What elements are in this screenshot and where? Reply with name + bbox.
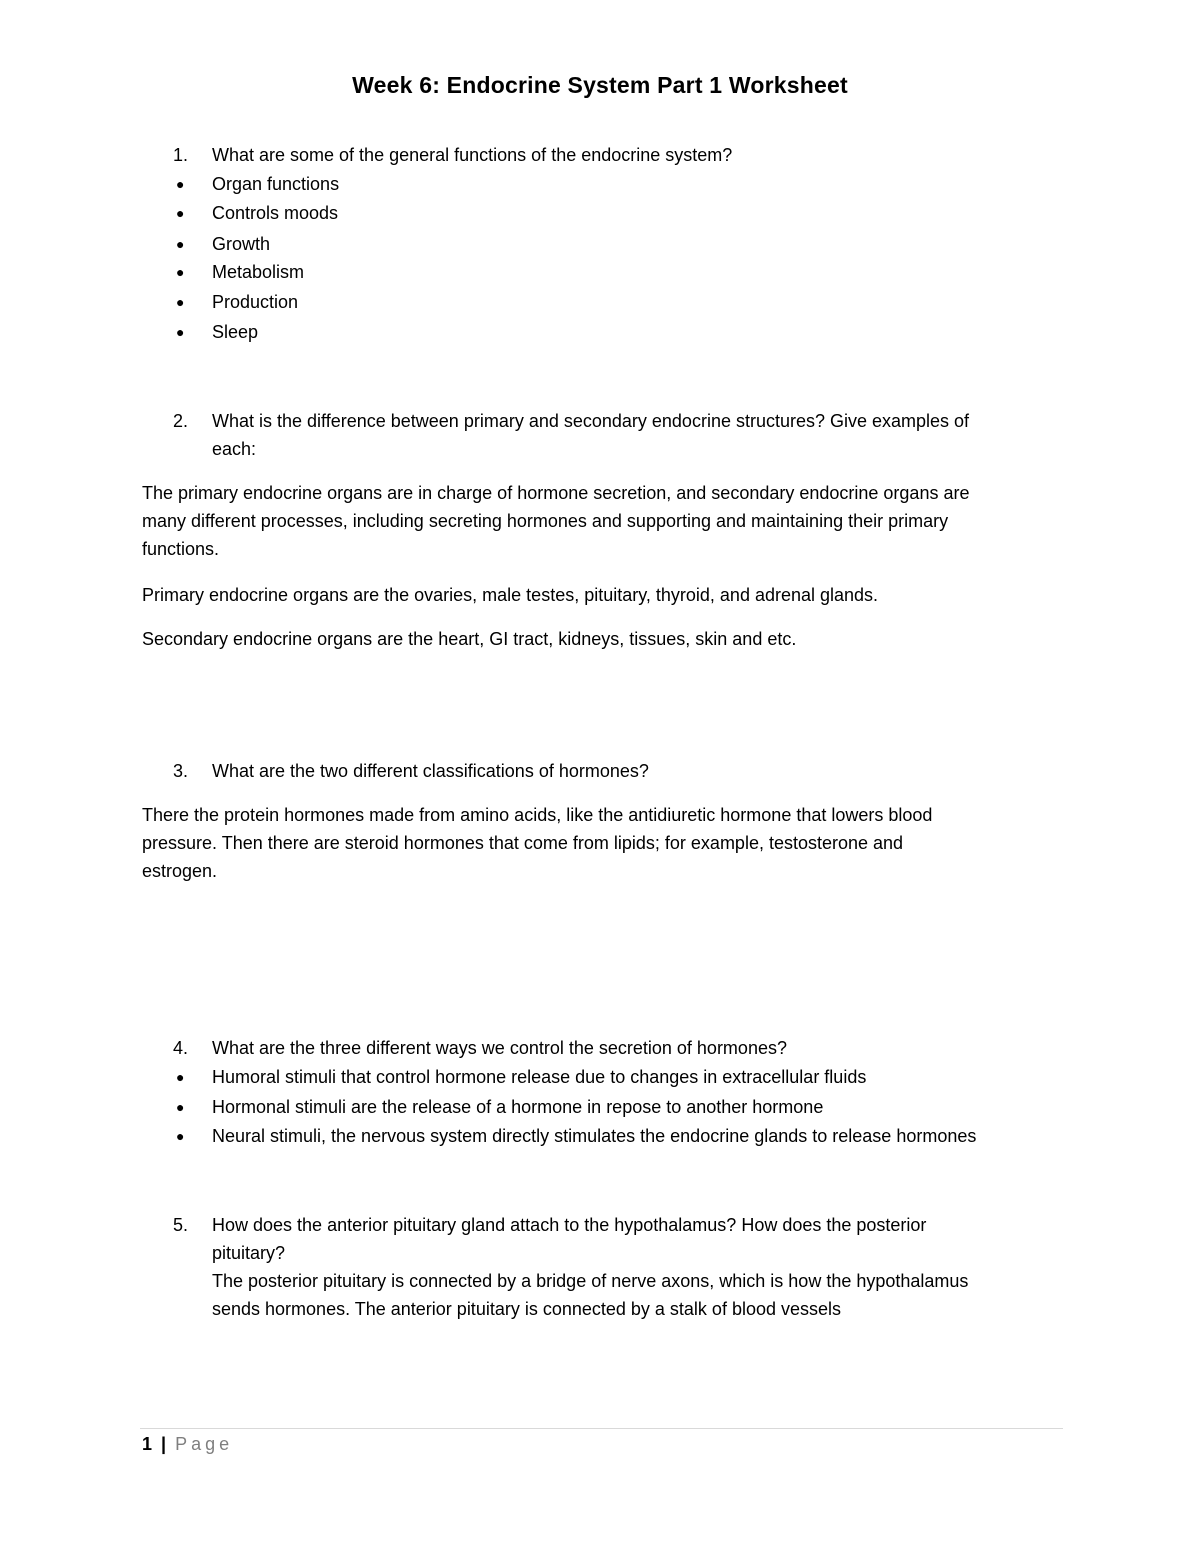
list-item: ● Neural stimuli, the nervous system directly stimulates the endocrine glands to release hormones: [173, 1122, 1093, 1150]
answer-2-p1-line-1: The primary endocrine organs are in charge of hormone secretion, and secondary endocrine organs are: [142, 483, 970, 503]
list-item: ● Humoral stimuli that control hormone release due to changes in extracellular fluids: [173, 1063, 1093, 1091]
question-1-text: What are some of the general functions of the endocrine system?: [212, 145, 733, 165]
question-5-text-line-1: How does the anterior pituitary gland attach to the hypothalamus? How does the posterior: [212, 1215, 927, 1235]
bullet-icon: ●: [176, 236, 185, 252]
page-footer: [142, 1432, 233, 1456]
list-item: ● Metabolism: [173, 258, 1093, 286]
question-2-text-line-1: What is the difference between primary and secondary endocrine structures? Give examples of: [212, 411, 970, 431]
question-1: [173, 141, 1073, 169]
bullet-icon: ●: [176, 264, 185, 280]
bullet-icon: ●: [176, 1128, 185, 1144]
bullet-icon: ●: [176, 294, 185, 310]
list-item: ● Sleep: [173, 318, 1093, 346]
answer-3: [142, 801, 1062, 885]
question-5-text-line-2: pituitary?: [212, 1243, 286, 1263]
bullet-icon: ●: [176, 176, 185, 192]
bullet-icon: ●: [176, 205, 185, 221]
answer-3-line-1: There the protein hormones made from amino acids, like the antidiuretic hormone that lowers blood: [142, 805, 933, 825]
answer-3-line-3: estrogen.: [142, 861, 218, 881]
question-2-text-line-2: each:: [212, 439, 257, 459]
answer-2-paragraph-2: Primary endocrine organs are the ovaries, male testes, pituitary, thyroid, and adrenal glands.: [142, 585, 879, 605]
answer-5-line-1: The posterior pituitary is connected by a bridge of nerve axons, which is how the hypothalamus: [212, 1271, 969, 1291]
question-5-number: 5.: [173, 1215, 189, 1235]
footer-divider: [140, 1428, 1063, 1429]
question-3-number: 3.: [173, 761, 189, 781]
question-4: [173, 1034, 1073, 1062]
answer-2-paragraph-1: [142, 479, 1062, 563]
question-1-number: 1.: [173, 145, 189, 165]
document-title: Week 6: Endocrine System Part 1 Worksheet: [352, 72, 848, 98]
page-number: 1: [142, 1434, 153, 1454]
question-4-number: 4.: [173, 1038, 189, 1058]
list-item: ● Organ functions: [173, 170, 1093, 198]
question-2: [173, 407, 1073, 463]
list-item: ● Growth: [173, 230, 1093, 258]
question-5: [173, 1211, 1073, 1323]
answer-2-paragraph-3: Secondary endocrine organs are the heart, GI tract, kidneys, tissues, skin and etc.: [142, 629, 797, 649]
answer-2-p1-line-2: many different processes, including secreting hormones and supporting and maintaining their primary: [142, 511, 949, 531]
question-3: [173, 757, 1073, 785]
question-4-text: What are the three different ways we control the secretion of hormones?: [212, 1038, 787, 1058]
answer-3-line-2: pressure. Then there are steroid hormones that come from lipids; for example, testosterone and: [142, 833, 904, 853]
list-item: ● Controls moods: [173, 199, 1093, 227]
question-3-text: What are the two different classifications of hormones?: [212, 761, 649, 781]
bullet-icon: ●: [176, 1069, 185, 1085]
bullet-icon: ●: [176, 324, 185, 340]
list-item: ● Production: [173, 288, 1093, 316]
page-label: Page: [175, 1434, 234, 1454]
list-item: ● Hormonal stimuli are the release of a hormone in repose to another hormone: [173, 1093, 1093, 1121]
question-2-number: 2.: [173, 411, 189, 431]
footer-separator: |: [161, 1434, 167, 1454]
answer-2-p1-line-3: functions.: [142, 539, 220, 559]
answer-5-line-2: sends hormones. The anterior pituitary is connected by a stalk of blood vessels: [212, 1299, 842, 1319]
bullet-icon: ●: [176, 1099, 185, 1115]
